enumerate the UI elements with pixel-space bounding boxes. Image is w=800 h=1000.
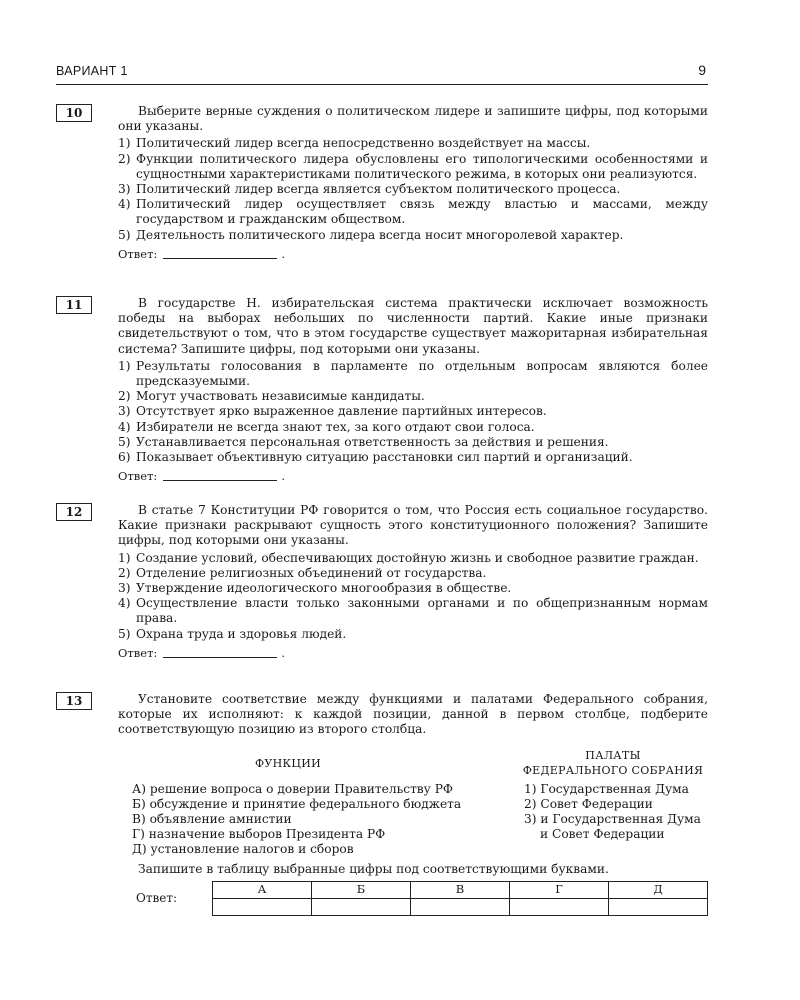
- option-item: 5) Деятельность политического лидера всегда носит многоролевой характер.: [118, 227, 624, 242]
- task-intro: В государстве Н. избирательская система практически исключает возможность победы на выборах небольших по численности партий. Какие иные признаки свидетельствуют о том, что в этом государстве существует мажоритарная избирательная система? Запишите цифры, под которыми они указаны.: [118, 296, 708, 356]
- chambers-header: ПАЛАТЫ ФЕДЕРАЛЬНОГО СОБРАНИЯ: [522, 748, 704, 777]
- answer-field[interactable]: [163, 257, 277, 259]
- task-10: [56, 104, 708, 262]
- variant-label: ВАРИАНТ 1: [56, 64, 128, 78]
- table-header-cell: А: [213, 881, 312, 898]
- table-header-cell: Г: [510, 881, 609, 898]
- chambers-list: [524, 782, 701, 843]
- answer-table: [212, 881, 708, 916]
- answer-line[interactable]: Ответ: .: [118, 645, 285, 660]
- functions-list: [132, 782, 461, 858]
- option-item: 2) Функции политического лидера обусловлены его типологическими особенностями и сущностными характеристиками политического режима, в которых они реализуются.: [118, 151, 708, 181]
- chamber-item: 1) Государственная Дума: [524, 781, 689, 796]
- option-item: 3) Политический лидер всегда является субъектом политического процесса.: [118, 182, 621, 197]
- table-instruction: Запишите в таблицу выбранные цифры под соответствующими буквами.: [138, 861, 609, 876]
- option-item: 4) Избиратели не всегда знают тех, за кого отдают свои голоса.: [118, 419, 535, 434]
- page-number: 9: [698, 62, 706, 78]
- table-header-cell: Д: [609, 881, 708, 898]
- table-header-cell: В: [411, 881, 510, 898]
- option-item: 1) Создание условий, обеспечивающих достойную жизнь и свободное развитие граждан.: [118, 550, 699, 565]
- page-header: [56, 64, 708, 85]
- answer-label: Ответ:: [118, 469, 158, 484]
- answer-label: Ответ:: [136, 890, 178, 905]
- table-header-cell: Б: [312, 881, 411, 898]
- function-item: В) объявление амнистии: [132, 812, 292, 827]
- task-13: [56, 692, 708, 916]
- answer-cell[interactable]: [510, 898, 609, 915]
- option-item: 1) Результаты голосования в парламенте по отдельным вопросам являются более предсказуемыми.: [118, 358, 708, 389]
- function-item: А) решение вопроса о доверии Правительству РФ: [132, 781, 454, 796]
- answer-cell[interactable]: [609, 898, 708, 915]
- task-intro: Выберите верные суждения о политическом лидере и запишите цифры, под которыми они указаны.: [118, 104, 708, 134]
- answer-label: Ответ:: [118, 246, 158, 261]
- option-item: 2) Могут участвовать независимые кандидаты.: [118, 389, 425, 404]
- option-item: 4) Политический лидер осуществляет связь между властью и массами, между государством и гражданским обществом.: [118, 197, 708, 227]
- task-11: [56, 296, 708, 484]
- options-list: [118, 551, 708, 642]
- task-intro: В статье 7 Конституции РФ говорится о том, что Россия есть социальное государство. Какие признаки раскрывают сущность этого конституционного положения? Запишите цифры, под которыми они указаны.: [118, 503, 708, 548]
- task-number-box: 10: [56, 104, 92, 122]
- task-number-box: 12: [56, 503, 92, 521]
- option-item: 5) Устанавливается персональная ответственность за действия и решения.: [118, 434, 609, 449]
- task-number-box: 13: [56, 692, 92, 710]
- option-item: 1) Политический лидер всегда непосредственно воздействует на массы.: [118, 136, 591, 151]
- function-item: Б) обсуждение и принятие федерального бюджета: [132, 796, 462, 811]
- answer-line[interactable]: Ответ: .: [118, 469, 285, 484]
- option-item: 2) Отделение религиозных объединений от государства.: [118, 565, 487, 580]
- answer-cell[interactable]: [312, 898, 411, 915]
- options-list: [118, 136, 708, 242]
- option-item: 6) Показывает объективную ситуацию расстановки сил партий и организаций.: [118, 450, 633, 465]
- matching-columns: [118, 748, 708, 858]
- table-answer-row[interactable]: [213, 898, 708, 915]
- table-header-row: [213, 881, 708, 898]
- task-number-box: 11: [56, 296, 92, 314]
- option-item: 3) Утверждение идеологического многообразия в обществе.: [118, 581, 512, 596]
- answer-line[interactable]: Ответ: .: [118, 246, 285, 261]
- answer-field[interactable]: [163, 479, 277, 481]
- answer-cell[interactable]: [411, 898, 510, 915]
- functions-header: ФУНКЦИИ: [254, 756, 322, 770]
- option-item: 5) Охрана труда и здоровья людей.: [118, 626, 347, 641]
- option-item: 3) Отсутствует ярко выраженное давление партийных интересов.: [118, 404, 547, 419]
- chamber-item: 3) и Государственная Дума: [524, 812, 701, 827]
- function-item: Г) назначение выборов Президента РФ: [132, 827, 386, 842]
- task-intro: Установите соответствие между функциями и палатами Федерального собрания, которые их исполняют: к каждой позиции, данной в первом столбце, подберите соответствующую позицию из второго столбца.: [118, 692, 708, 737]
- answer-label: Ответ:: [118, 645, 158, 660]
- chamber-item: 2) Совет Федерации: [524, 796, 653, 811]
- options-list: [118, 359, 708, 465]
- task-12: [56, 503, 708, 661]
- answer-field[interactable]: [163, 656, 277, 658]
- answer-cell[interactable]: [213, 898, 312, 915]
- function-item: Д) установление налогов и сборов: [132, 842, 354, 857]
- option-item: 4) Осуществление власти только законными органами и по общепризнанным нормам права.: [118, 596, 708, 626]
- answer-table-block: [56, 881, 708, 916]
- chamber-item: и Совет Федерации: [540, 827, 665, 842]
